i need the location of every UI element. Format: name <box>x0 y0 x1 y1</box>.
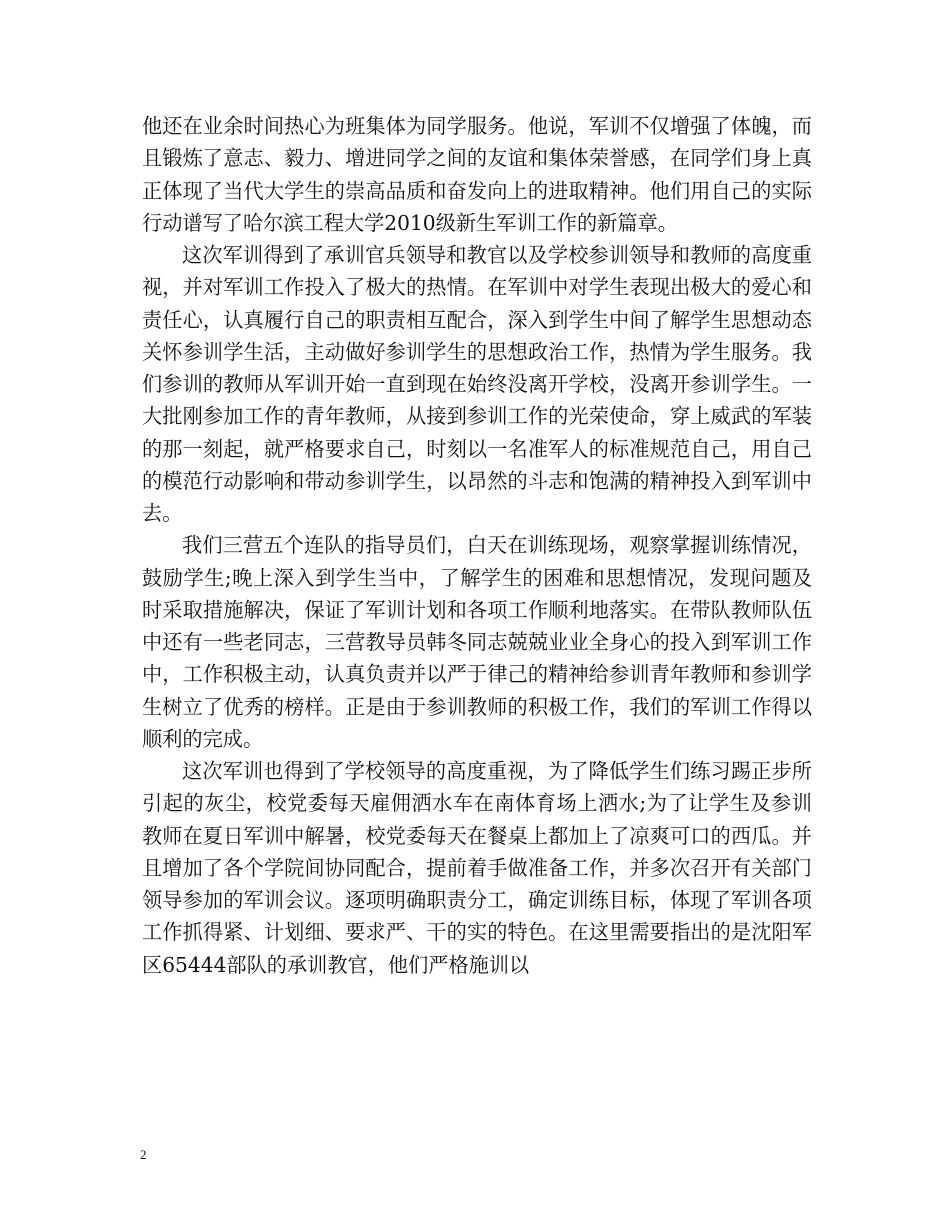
paragraph-training-attention: 这次军训得到了承训官兵领导和教官以及学校参训领导和教师的高度重视，并对军训工作投入了极大的热情。在军训中对学生表现出极大的爱心和责任心，认真履行自己的职责相互配合，深入到学生中间了解学生思想动态关怀参训学生活，主动做好参训学生的思想政治工作，热情为学生服务。我们参训的教师从军训开始一直到现在始终没离开学校，没离开参训学生。一大批刚参加工作的青年教师，从接到参训工作的光荣使命，穿上威武的军装的那一刻起，就严格要求自己，时刻以一名准军人的标准规范自己，用自己的模范行动影响和带动参训学生，以昂然的斗志和饱满的精神投入到军训中去。 <box>142 243 812 525</box>
body-text <box>142 110 812 981</box>
paragraph-school-leadership: 这次军训也得到了学校领导的高度重视，为了降低学生们练习踢正步所引起的灰尘，校党委每天雇佣洒水车在南体育场上洒水;为了让学生及参训教师在夏日军训中解暑，校党委每天在餐桌上都加上了凉爽可口的西瓜。并且增加了各个学院间协同配合，提前着手做准备工作，并多次召开有关部门领导参加的军训会议。逐项明确职责分工，确定训练目标，体现了军训各项工作抓得紧、计划细、要求严、干的实的特色。在这里需要指出的是沈阳军区65444部队的承训教官，他们严格施训以 <box>142 759 812 977</box>
page-number: 2 <box>140 1147 147 1162</box>
paragraph-continuation: 他还在业余时间热心为班集体为同学服务。他说，军训不仅增强了体魄，而且锻炼了意志、毅力、增进同学之间的友谊和集体荣誉感，在同学们身上真正体现了当代大学生的崇高品质和奋发向上的进取精神。他们用自己的实际行动谱写了哈尔滨工程大学2010级新生军训工作的新篇章。 <box>142 114 812 235</box>
paragraph-instructors: 我们三营五个连队的指导员们，白天在训练现场，观察掌握训练情况，鼓励学生;晚上深入到学生当中，了解学生的困难和思想情况，发现问题及时采取措施解决，保证了军训计划和各项工作顺利地落实。在带队教师队伍中还有一些老同志，三营教导员韩冬同志兢兢业业全身心的投入到军训工作中，工作积极主动，认真负责并以严于律己的精神给参训青年教师和参训学生树立了优秀的榜样。正是由于参训教师的积极工作，我们的军训工作得以顺利的完成。 <box>142 533 812 751</box>
